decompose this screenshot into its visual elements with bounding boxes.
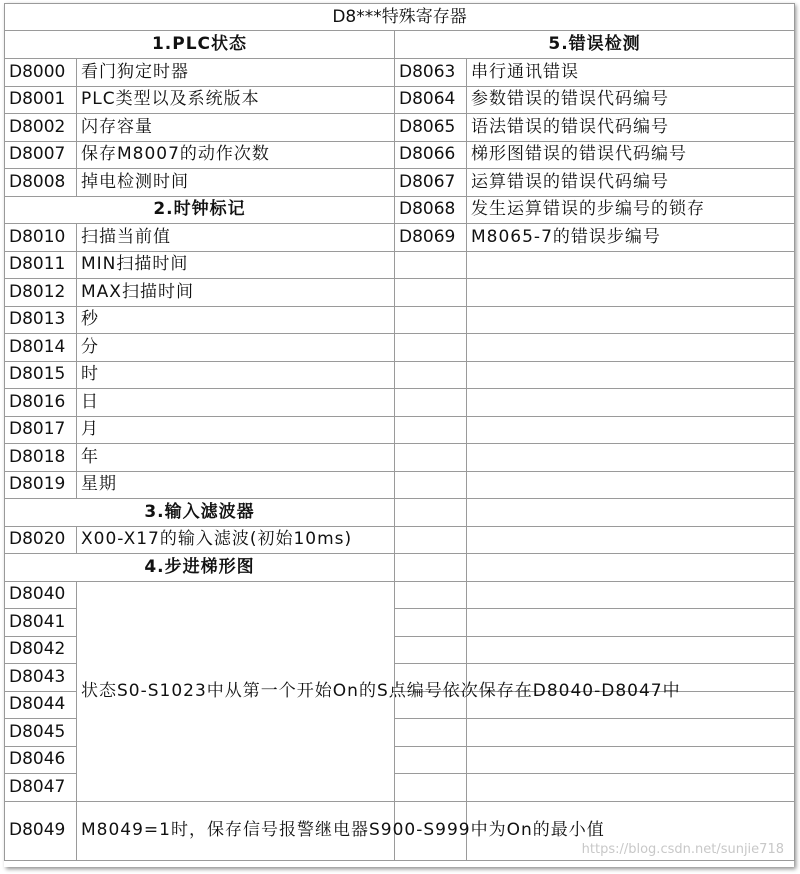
register-code: D8020	[5, 526, 77, 554]
register-code: D8046	[5, 746, 77, 774]
register-code: D8000	[5, 59, 77, 87]
register-table	[4, 3, 795, 861]
empty-cell	[395, 471, 467, 499]
empty-cell	[467, 774, 795, 802]
empty-cell	[467, 581, 795, 609]
empty-cell	[467, 636, 795, 664]
section-header-input-filter: 3.输入滤波器	[5, 499, 395, 527]
register-desc: MIN扫描时间	[77, 251, 395, 279]
register-desc: 梯形图错误的错误代码编号	[467, 141, 795, 169]
empty-cell	[395, 251, 467, 279]
empty-cell	[395, 719, 467, 747]
section-header-error-detection: 5.错误检测	[395, 31, 795, 59]
register-desc: 保存M8007的动作次数	[77, 141, 395, 169]
empty-cell	[395, 581, 467, 609]
empty-cell	[467, 444, 795, 472]
register-code: D8016	[5, 389, 77, 417]
register-desc: 时	[77, 361, 395, 389]
section-header-clock: 2.时钟标记	[5, 196, 395, 224]
table-row	[5, 526, 795, 554]
table-row	[5, 334, 795, 362]
register-code: D8017	[5, 416, 77, 444]
register-code: D8019	[5, 471, 77, 499]
register-code: D8045	[5, 719, 77, 747]
register-desc: 闪存容量	[77, 114, 395, 142]
register-code: D8069	[395, 224, 467, 252]
table-row	[5, 389, 795, 417]
section-header-step-ladder: 4.步进梯形图	[5, 554, 395, 582]
register-code: D8010	[5, 224, 77, 252]
register-desc: 秒	[77, 306, 395, 334]
table-row	[5, 361, 795, 389]
register-code: D8047	[5, 774, 77, 802]
register-code: D8001	[5, 86, 77, 114]
empty-cell	[467, 334, 795, 362]
table-title: D8***特殊寄存器	[5, 4, 795, 31]
empty-cell	[395, 361, 467, 389]
register-code: D8066	[395, 141, 467, 169]
register-code: D8018	[5, 444, 77, 472]
register-desc: PLC类型以及系统版本	[77, 86, 395, 114]
register-code: D8065	[395, 114, 467, 142]
watermark-text: https://blog.csdn.net/sunjie718	[581, 842, 784, 857]
empty-cell	[395, 416, 467, 444]
table-row	[5, 86, 795, 114]
register-desc: 扫描当前值	[77, 224, 395, 252]
empty-cell	[395, 746, 467, 774]
register-code: D8040	[5, 581, 77, 609]
empty-cell	[467, 251, 795, 279]
table-row	[5, 141, 795, 169]
empty-cell	[467, 499, 795, 527]
empty-cell	[395, 334, 467, 362]
register-code: D8042	[5, 636, 77, 664]
register-desc: X00-X17的输入滤波(初始10ms)	[77, 526, 395, 554]
register-desc: 星期	[77, 471, 395, 499]
register-code: D8002	[5, 114, 77, 142]
register-code: D8014	[5, 334, 77, 362]
empty-cell	[395, 279, 467, 307]
register-code: D8043	[5, 664, 77, 692]
table-row	[5, 471, 795, 499]
register-desc: 参数错误的错误代码编号	[467, 86, 795, 114]
table-row	[5, 279, 795, 307]
register-code: D8015	[5, 361, 77, 389]
register-desc: 看门狗定时器	[77, 59, 395, 87]
title-row	[5, 4, 795, 31]
empty-cell	[467, 554, 795, 582]
register-desc: 日	[77, 389, 395, 417]
table-row	[5, 306, 795, 334]
table-row	[5, 169, 795, 197]
empty-cell	[467, 746, 795, 774]
empty-cell	[467, 471, 795, 499]
empty-cell	[395, 636, 467, 664]
register-desc: 掉电检测时间	[77, 169, 395, 197]
register-desc: M8065-7的错误步编号	[467, 224, 795, 252]
empty-cell	[467, 609, 795, 637]
empty-cell	[395, 554, 467, 582]
empty-cell	[395, 609, 467, 637]
table-row	[5, 416, 795, 444]
register-code: D8012	[5, 279, 77, 307]
table-row	[5, 251, 795, 279]
register-code: D8067	[395, 169, 467, 197]
empty-cell	[467, 361, 795, 389]
table-row	[5, 59, 795, 87]
table-row	[5, 554, 795, 582]
empty-cell	[395, 389, 467, 417]
section-header-plc-status: 1.PLC状态	[5, 31, 395, 59]
empty-cell	[467, 306, 795, 334]
register-desc: 串行通讯错误	[467, 59, 795, 87]
register-desc: 分	[77, 334, 395, 362]
table-row	[5, 581, 795, 609]
register-code: D8008	[5, 169, 77, 197]
empty-cell	[467, 279, 795, 307]
register-desc: 月	[77, 416, 395, 444]
register-code: D8068	[395, 196, 467, 224]
register-desc: 运算错误的错误代码编号	[467, 169, 795, 197]
register-code: D8007	[5, 141, 77, 169]
register-desc: 语法错误的错误代码编号	[467, 114, 795, 142]
merged-register-desc: 状态S0-S1023中从第一个开始On的S点编号依次保存在D8040-D8047中	[77, 581, 395, 801]
empty-cell	[467, 719, 795, 747]
table-row	[5, 224, 795, 252]
register-desc: M8049=1时，保存信号报警继电器S900-S999中为On的最小值	[77, 801, 395, 860]
empty-cell	[395, 526, 467, 554]
register-table-frame	[4, 3, 794, 867]
empty-cell	[395, 774, 467, 802]
register-code: D8044	[5, 691, 77, 719]
register-code: D8041	[5, 609, 77, 637]
empty-cell	[467, 416, 795, 444]
register-code: D8013	[5, 306, 77, 334]
register-desc: MAX扫描时间	[77, 279, 395, 307]
empty-cell	[395, 499, 467, 527]
empty-cell	[395, 306, 467, 334]
table-row	[5, 196, 795, 224]
empty-cell	[467, 389, 795, 417]
empty-cell	[395, 444, 467, 472]
register-code: D8011	[5, 251, 77, 279]
register-code: D8064	[395, 86, 467, 114]
table-row	[5, 444, 795, 472]
table-row	[5, 31, 795, 59]
register-desc: 发生运算错误的步编号的锁存	[467, 196, 795, 224]
empty-cell	[467, 526, 795, 554]
register-code: D8063	[395, 59, 467, 87]
table-row	[5, 114, 795, 142]
table-row	[5, 499, 795, 527]
register-desc: 年	[77, 444, 395, 472]
register-code: D8049	[5, 801, 77, 860]
